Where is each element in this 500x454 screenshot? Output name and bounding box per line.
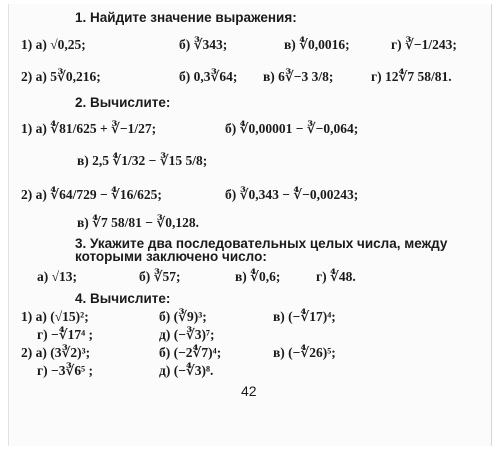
- s4-row3-b: б) (−2∜7)⁴;: [159, 345, 222, 360]
- section-4-title: 4. Вычислите:: [75, 291, 171, 306]
- textbook-page: [8, 4, 492, 446]
- s2-item-1c: в) 2,5 ∜1/32 − ∛15 5/8;: [77, 153, 208, 168]
- s1-row1-b: б) ∛343;: [179, 37, 228, 52]
- section-3-title-line2: которыми заключено число:: [75, 249, 267, 264]
- s4-row1-c: в) (−∜17)⁴;: [273, 309, 336, 324]
- s4-row1-a: 1) а) (√15)²;: [21, 309, 89, 324]
- s3-item-b: б) ∛57;: [139, 269, 181, 284]
- s4-row3-c: в) (−∜26)⁵;: [273, 345, 336, 360]
- s2-item-2c: в) ∜7 58/81 − ∛0,128.: [77, 215, 199, 230]
- s2-item-2b: б) ∛0,343 − ∜−0,00243;: [225, 187, 359, 202]
- s3-item-d: г) ∜48.: [316, 269, 356, 284]
- s4-row4-d: г) −3∛6⁵ ;: [37, 363, 93, 378]
- s1-row1-a: 1) а) √0,25;: [21, 37, 86, 52]
- s2-item-1b: б) ∜0,00001 − ∛−0,064;: [225, 121, 359, 136]
- section-1-title: 1. Найдите значение выражения:: [75, 10, 297, 25]
- s4-row2-d: г) −∜17⁴ ;: [37, 327, 93, 342]
- s4-row2-e: д) (−∛3)⁷;: [159, 327, 215, 342]
- s1-row2-b: б) 0,3∛64;: [179, 69, 238, 84]
- page-number: 42: [241, 383, 257, 399]
- s3-item-a: а) √13;: [37, 269, 78, 284]
- s2-item-1a: 1) а) ∜81/625 + ∛−1/27;: [21, 121, 157, 136]
- s4-row1-b: б) (∛9)³;: [159, 309, 207, 324]
- s1-row1-c: в) ∜0,0016;: [284, 37, 350, 52]
- s4-row3-a: 2) а) (3∛2)³;: [21, 345, 91, 360]
- s1-row2-c: в) 6∛−3 3/8;: [263, 69, 334, 84]
- s1-row2-a: 2) а) 5∛0,216;: [21, 69, 101, 84]
- s4-row4-e: д) (−∜3)⁸.: [159, 363, 214, 378]
- s1-row1-d: г) ∛−1/243;: [391, 37, 457, 52]
- s1-row2-d: г) 12∜7 58/81.: [371, 69, 452, 84]
- section-2-title: 2. Вычислите:: [75, 95, 171, 110]
- section-3-title-line1: 3. Укажите два последовательных целых числа, между: [75, 236, 448, 251]
- s2-item-2a: 2) а) ∜64/729 − ∜16/625;: [21, 187, 162, 202]
- s3-item-c: в) ∜0,6;: [235, 269, 281, 284]
